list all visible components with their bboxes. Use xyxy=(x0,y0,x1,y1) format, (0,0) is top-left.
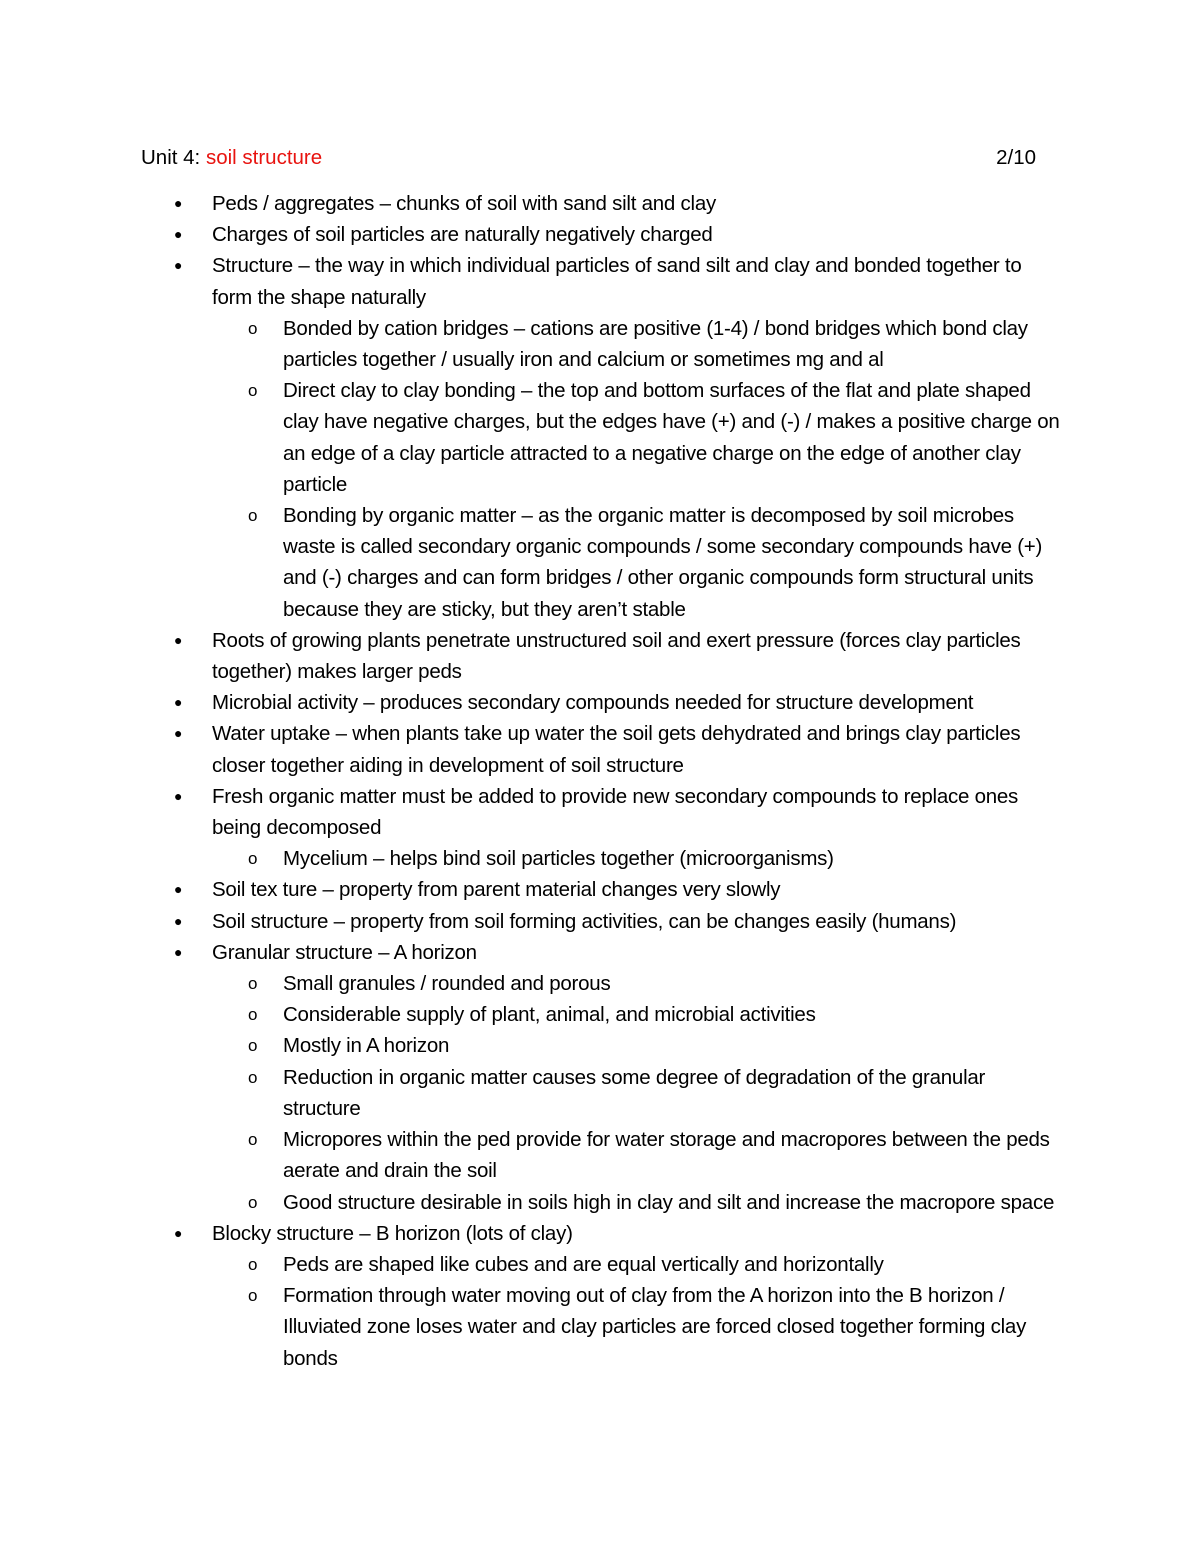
sub-bullet-icon: o xyxy=(248,1067,258,1087)
note-text: Bonded by cation bridges – cations are positive (1-4) / bond bridges which bond clay particles together / usually iron and calcium or sometimes mg and al xyxy=(283,316,1028,372)
sub-bullet-item xyxy=(248,968,1068,999)
sub-bullet-item xyxy=(248,1062,1068,1124)
note-text: Bonding by organic matter – as the organic matter is decomposed by soil microbes waste is called secondary organic compounds / some secondary compounds have (+) and (-) charges and can form bridges / other organic compounds form structural units because they are sticky, but they aren’t stable xyxy=(283,504,1043,621)
note-text: Structure – the way in which individual particles of sand silt and clay and bonded together to form the shape naturally xyxy=(212,254,1022,309)
bullet-icon: ● xyxy=(174,1224,183,1241)
sub-bullet-icon: o xyxy=(248,1036,258,1056)
sub-bullet-item xyxy=(248,313,1068,375)
sub-bullet-icon: o xyxy=(248,1130,258,1150)
sub-bullet-item xyxy=(248,1187,1068,1218)
bullet-icon: ● xyxy=(174,226,183,243)
note-text: Small granules / rounded and porous xyxy=(283,972,611,996)
sub-bullet-icon: o xyxy=(248,318,258,338)
sub-bullet-icon: o xyxy=(248,381,258,401)
sub-bullet-item xyxy=(248,500,1068,625)
notes-list xyxy=(0,188,1200,1374)
bullet-item xyxy=(174,250,1062,312)
note-text: Roots of growing plants penetrate unstructured soil and exert pressure (forces clay particles together) makes larger peds xyxy=(212,628,1021,684)
bullet-item xyxy=(174,781,1062,843)
bullet-icon: ● xyxy=(174,787,183,804)
note-text: Blocky structure – B horizon (lots of clay) xyxy=(212,1221,573,1245)
note-date: 2/10 xyxy=(996,146,1036,169)
note-text: Mycelium – helps bind soil particles together (microorganisms) xyxy=(283,847,834,871)
sub-bullet-item xyxy=(248,1124,1068,1186)
sub-bullet-item xyxy=(248,1280,1068,1374)
bullet-item xyxy=(174,718,1062,780)
note-text: Micropores within the ped provide for water storage and macropores between the peds aerate and drain the soil xyxy=(283,1128,1050,1183)
bullet-icon: ● xyxy=(174,912,183,929)
sub-bullet-item xyxy=(248,843,1068,874)
sub-bullet-icon: o xyxy=(248,974,258,994)
bullet-item xyxy=(174,687,1062,718)
note-text: Considerable supply of plant, animal, and microbial activities xyxy=(283,1003,816,1027)
sub-bullet-item xyxy=(248,375,1068,500)
bullet-item xyxy=(174,1218,1062,1249)
note-text: Mostly in A horizon xyxy=(283,1034,450,1058)
sub-bullet-item xyxy=(248,999,1068,1030)
sub-bullet-item xyxy=(248,1249,1068,1280)
bullet-item xyxy=(174,937,1062,968)
sub-bullet-icon: o xyxy=(248,849,258,869)
note-text: Good structure desirable in soils high in clay and silt and increase the macropore space xyxy=(283,1190,1055,1214)
topic-title: soil structure xyxy=(205,146,323,169)
bullet-icon: ● xyxy=(174,694,183,711)
sub-bullet-icon: o xyxy=(248,1286,258,1306)
bullet-item xyxy=(174,906,1062,937)
sub-bullet-icon: o xyxy=(248,1254,258,1274)
bullet-item xyxy=(174,219,1062,250)
note-text: Soil structure – property from soil forming activities, can be changes easily (humans) xyxy=(212,909,957,933)
note-text: Peds are shaped like cubes and are equal vertically and horizontally xyxy=(283,1252,884,1276)
bullet-icon: ● xyxy=(174,943,183,960)
note-text: Reduction in organic matter causes some degree of degradation of the granular structure xyxy=(283,1065,986,1120)
page-header xyxy=(141,142,1036,173)
bullet-icon: ● xyxy=(174,631,183,648)
note-text: Fresh organic matter must be added to provide new secondary compounds to replace ones being decomposed xyxy=(212,784,1019,840)
bullet-item xyxy=(174,625,1062,687)
sub-bullet-item xyxy=(248,1030,1068,1061)
note-text: Water uptake – when plants take up water the soil gets dehydrated and brings clay particles closer together aiding in development of soil structure xyxy=(212,722,1021,777)
note-text: Soil tex ture – property from parent material changes very slowly xyxy=(212,878,781,902)
note-text: Direct clay to clay bonding – the top and bottom surfaces of the flat and plate shaped clay have negative charges, but the edges have (+) and (-) / makes a positive charge on an edge of a clay particle attracted to a negative charge on the edge of another clay particle xyxy=(283,379,1060,496)
sub-bullet-icon: o xyxy=(248,1005,258,1025)
sub-bullet-icon: o xyxy=(248,1192,258,1212)
note-text: Granular structure – A horizon xyxy=(212,940,477,964)
note-text: Peds / aggregates – chunks of soil with sand silt and clay xyxy=(212,192,716,215)
sub-bullet-icon: o xyxy=(248,506,258,526)
note-text: Charges of soil particles are naturally negatively charged xyxy=(212,223,713,247)
note-text: Formation through water moving out of clay from the A horizon into the B horizon / Illuviated zone loses water and clay particles are forced closed together forming clay bonds xyxy=(283,1284,1027,1370)
note-text: Microbial activity – produces secondary compounds needed for structure development xyxy=(212,691,974,715)
unit-label: Unit 4: xyxy=(141,146,206,169)
bullet-icon: ● xyxy=(174,725,183,742)
bullet-icon: ● xyxy=(174,257,183,274)
bullet-item xyxy=(174,874,1062,905)
bullet-icon: ● xyxy=(174,195,183,211)
bullet-item xyxy=(174,188,1062,219)
bullet-icon: ● xyxy=(174,881,183,898)
